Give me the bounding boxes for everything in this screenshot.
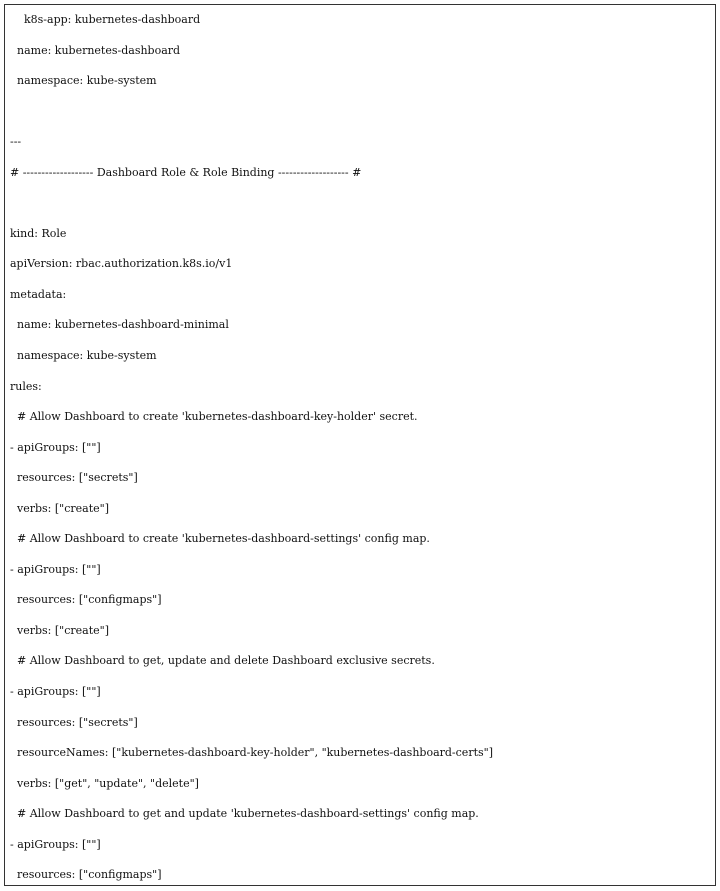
code-line: namespace: kube-system: [10, 74, 157, 88]
code-line: name: kubernetes-dashboard-minimal: [10, 318, 229, 332]
code-line: rules:: [10, 379, 42, 393]
code-line: - apiGroups: [""]: [10, 837, 101, 851]
code-line: - apiGroups: [""]: [10, 685, 101, 699]
code-line: kind: Role: [10, 226, 67, 240]
code-line: resources: ["secrets"]: [10, 471, 138, 485]
code-line: # Allow Dashboard to get and update 'kubernetes-dashboard-settings' config map.: [10, 807, 479, 821]
code-line: resources: ["secrets"]: [10, 715, 138, 729]
code-line: verbs: ["create"]: [10, 501, 109, 515]
code-line: resourceNames: ["kubernetes-dashboard-key-holder", "kubernetes-dashboard-certs"]: [10, 746, 493, 760]
code-line: # Allow Dashboard to get, update and delete Dashboard exclusive secrets.: [10, 654, 435, 668]
code-line: apiVersion: rbac.authorization.k8s.io/v1: [10, 257, 233, 271]
code-line: k8s-app: kubernetes-dashboard: [10, 13, 201, 26]
code-line: resources: ["configmaps"]: [10, 593, 162, 607]
code-line: # Allow Dashboard to create 'kubernetes-dashboard-settings' config map.: [10, 532, 430, 546]
code-line: name: kubernetes-dashboard: [10, 43, 181, 57]
code-line: - apiGroups: [""]: [10, 562, 101, 576]
code-line: resources: ["configmaps"]: [10, 868, 162, 882]
code-line: ---: [10, 135, 22, 149]
code-line: metadata:: [10, 287, 67, 301]
code-line: # ------------------- Dashboard Role & Role Binding ------------------- #: [10, 165, 362, 179]
code-line: # Allow Dashboard to create 'kubernetes-dashboard-key-holder' secret.: [10, 410, 418, 424]
code-line: [5, 97, 715, 128]
code-line: [5, 188, 715, 219]
code-line: namespace: kube-system: [10, 349, 157, 363]
code-line: - apiGroups: [""]: [10, 440, 101, 454]
code-line: verbs: ["create"]: [10, 623, 109, 637]
code-document-frame: [4, 4, 716, 886]
code-line: verbs: ["get", "update", "delete"]: [10, 776, 199, 790]
